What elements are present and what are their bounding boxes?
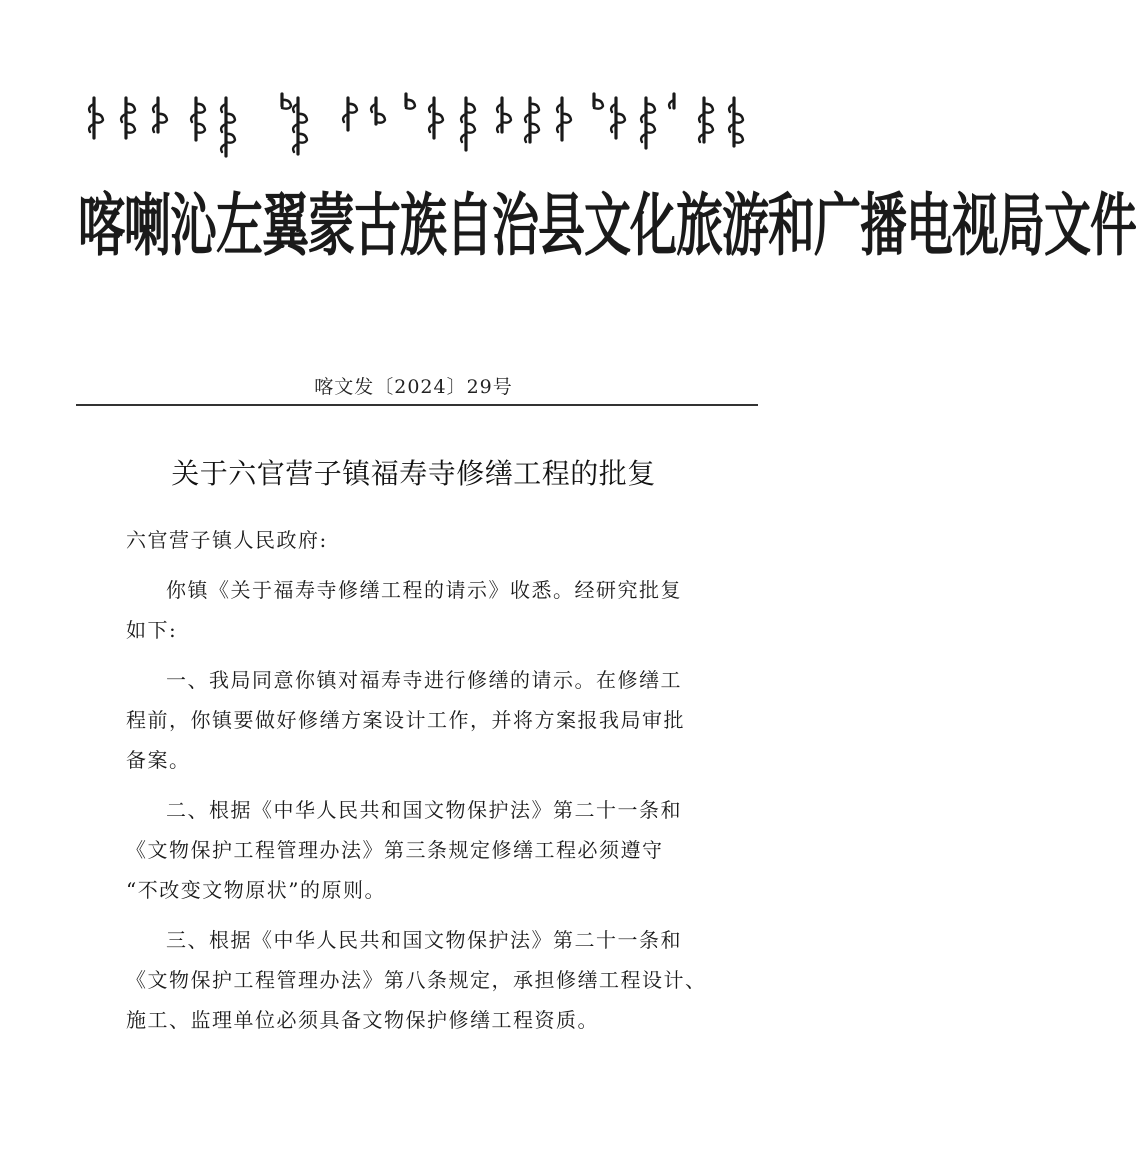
mongolian-script-image [80,92,752,156]
spacer [126,780,711,790]
paragraph-line: 《文物保护工程管理办法》第八条规定，承担修缮工程设计、 [126,968,707,992]
spacer [126,560,711,570]
mongolian-glyph-column [221,98,235,156]
paragraph-line: 一、我局同意你镇对福寿寺进行修缮的请示。在修缮工 [166,668,682,692]
mongolian-glyph-column [594,94,603,109]
mongolian-glyph-column [699,98,713,142]
mongolian-glyph-column [641,98,655,148]
paragraph-line: 你镇《关于福寿寺修缮工程的请示》收悉。经研究批复 [166,578,682,602]
paragraph-line: 二、根据《中华人民共和国文物保护法》第二十一条和 [166,798,682,822]
paragraph-line: 三、根据《中华人民共和国文物保护法》第二十一条和 [166,928,682,952]
mongolian-glyph-column [669,94,674,108]
mongolian-glyph-column [191,98,205,140]
mongolian-glyph-column [153,98,167,132]
document-title: 关于六官营子镇福寿寺修缮工程的批复 [171,457,656,490]
paragraph-line: “不改变文物原状”的原则。 [126,878,386,902]
paragraph-line: 施工、监理单位必须具备文物保护修缮工程资质。 [126,1008,599,1032]
mongolian-glyph-column [525,98,539,142]
salutation: 六官营子镇人民政府: [126,528,328,552]
mongolian-glyph-column [461,98,475,150]
paragraph-2 [126,660,711,780]
mongolian-glyph-column [371,98,385,124]
mongolian-glyph-column [293,98,307,154]
mongolian-glyph-column [611,98,625,138]
paragraph-line: 如下: [126,618,178,642]
mongolian-glyph-column [343,98,357,130]
document-number: 喀文发〔2024〕29号 [314,376,513,398]
paragraph-line: 《文物保护工程管理办法》第三条规定修缮工程必须遵守 [126,838,664,862]
mongolian-glyph-column [729,98,743,146]
paragraph-line: 程前，你镇要做好修缮方案设计工作，并将方案报我局审批 [126,708,685,732]
mongolian-glyph-column [557,98,571,140]
mongolian-glyph-column [406,94,415,109]
mongolian-glyph-column [121,98,135,138]
mongolian-glyph-column [282,94,291,109]
mongolian-script-header [80,92,752,156]
mongolian-glyph-column [89,98,103,138]
organization-name: 喀喇沁左翼蒙古族自治县文化旅游和广播电视局文件 [78,186,1136,267]
paragraph-1 [126,570,711,650]
mongolian-glyph-column [497,98,511,132]
mongolian-glyph-column [429,98,443,138]
document-body [126,520,711,1040]
paragraph-3 [126,790,711,910]
paragraph-line: 备案。 [126,748,191,772]
paragraph-4 [126,920,711,1040]
spacer [126,650,711,660]
spacer [126,910,711,920]
header-divider [76,404,758,406]
